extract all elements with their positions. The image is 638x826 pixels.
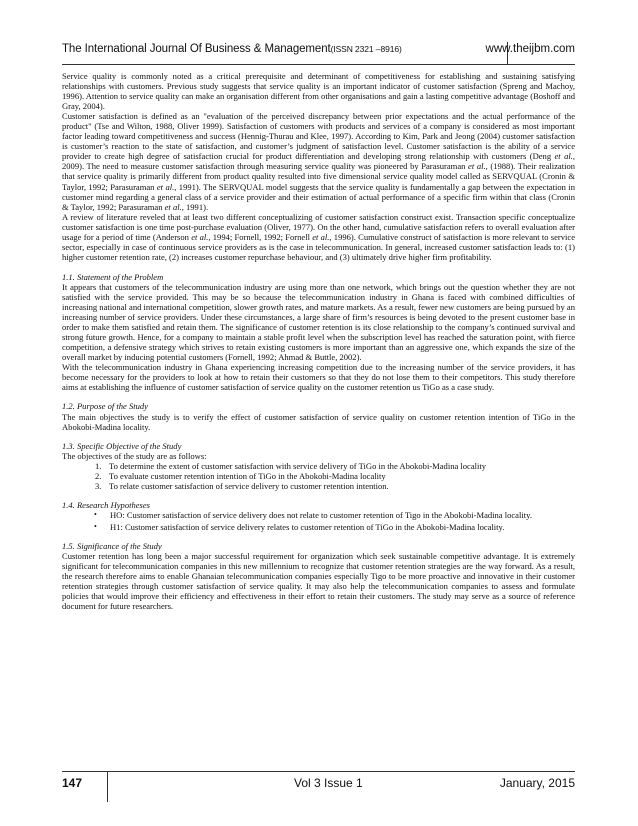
list-item: • H1: Customer satisfaction of service delivery relates to customer retention of TiGo in the Abokobi-Madina locality.: [94, 521, 505, 532]
issn: (ISSN 2321 –8916): [330, 44, 402, 54]
paragraph-service-quality: Service quality is commonly noted as a critical prerequisite and determinant of competitiveness for establishing and sustaining satisfying relationships with customers. Previous study suggests that service quality is an important indicator of customer satisfaction (Spreng and Machoy, 1996). Attention to service quality can make an organisation different from other organisations and gain a lasting competitive advantage (Boshoff and Gray, 2004).: [62, 71, 575, 112]
paragraph-problem: It appears that customers of the telecommunication industry are using more than one network, which brings out the question whether they are not satisfied with the service provided. This may be so because the telecommunication industry in Ghana is faced with combined difficulties of increasing national and international competition, slower growth rates, and mature markets. As a result, fewer new customers are being pursued by an increasing number of service providers. Under these circumstances, a large share of firm’s resources is being devoted to the present customer base in order to make them satisfied and retain them. The significance of customer retention is its close relationship to the company’s continued survival and strong future growth. Hence, for a company to maintain a stable profit level when the subscription level has reached the saturation point, with fierce competition, a defensive strategy which strives to retain existing customers is more important than an aggressive one, which expands the size of the overall market by inducing potential customers (Fornell, 1992; Ahmad & Buttle, 2002).: [62, 281, 575, 363]
objectives-list: [62, 461, 575, 491]
header-rule: [62, 64, 575, 65]
list-item: 3. To relate customer satisfaction of service delivery to customer retention intention.: [95, 480, 389, 491]
objectives-intro: The objectives of the study are as follows:: [62, 450, 207, 461]
list-item: 1. To determine the extent of customer satisfaction with service delivery of TiGo in the Abokobi-Madina locality: [95, 460, 487, 471]
paragraph-significance: Customer retention has long been a major successful requirement for organization which seek sustainable competitive advantage. It is extremely significant for telecommunication companies in this new millennium to recognize that customer retention strategies are the way forward. As a result, the research therefore aims to enable Ghanaian telecommunication companies especially Tigo to be more proactive and innovative in their customer retention strategies through customer satisfaction of service quality. It may also help the telecommunication companies to assess and formulate policies that would improve their efficiency and effectiveness in their effort to retain their customers. The study may serve as a source of reference document for future researchers.: [62, 551, 575, 612]
running-footer: [62, 772, 575, 802]
journal-title: The International Journal Of Business & Management(ISSN 2321 –8916): [62, 43, 402, 55]
paragraph-customer-satisfaction: Customer satisfaction is defined as an "evaluation of the perceived discrepancy between prior expectations and the actual performance of the product" (Tse and Wilton, 1988, Oliver 1999). Satisfaction of customers with products and services of a company is considered as most important factor leading toward competitiveness and success (Hennig-Thurau and Klee, 1997). According to Kim, Park and Jeong (2004) customer satisfaction is customer’s reaction to the state of satisfaction, and customer’s judgment of satisfaction level. Customer satisfaction is the ability of a service provider to create high degree of satisfaction crucial for product differentiation and developing strong relationship with customers (Deng et al., 2009). The need to measure customer satisfaction through measuring service quality was pioneered by Parasuraman et al., (1988). Their realization that service quality is primarily different from product quality resulted into five dimensional service quality model called as SERVQUAL (Cronin & Taylor, 1992; Parasuraman et al., 1991). The SERVQUAL model suggests that the service quality is fundamentally a gap between the expectation in customer mind regarding a general class of a service provider and their estimation of actual performance of a specific firm within that class (Cronin & Taylor, 1992; Parasuraman et al., 1991).: [62, 111, 576, 212]
section-heading-purpose: 1.2. Purpose of the Study: [62, 401, 148, 412]
hypotheses-list: [62, 510, 575, 532]
journal-url: www.theijbm.com: [485, 43, 575, 55]
page-number: 147: [62, 776, 83, 790]
list-item: • HO: Customer satisfaction of service delivery does not relate to customer retention of Tigo in the Abokobi-Madina locality.: [94, 509, 532, 520]
volume-issue: Vol 3 Issue 1: [294, 776, 363, 790]
running-header: [62, 42, 575, 64]
paragraph-problem-ghana: With the telecommunication industry in Ghana experiencing increasing competition due to the increasing number of the service providers, it has become necessary for the providers to look at how to retain their customers so that they do not lose them to their competitors. This study therefore aims at establishing the influence of customer satisfaction of service quality on the customer retention us TiGo as a case study.: [62, 362, 575, 393]
issue-date: January, 2015: [499, 776, 575, 790]
bullet-icon: •: [94, 509, 97, 519]
bullet-icon: •: [94, 521, 97, 531]
paragraph-literature-review: A review of literature reveled that at least two different conceptualizing of customer satisfaction construct exist. Transaction specific conceptualize customer satisfaction is one time post-purchase evaluation (Oliver, 1977). On the other hand, cumulative satisfaction refers to overall evaluation after usage for a period of time (Anderson et al., 1994; Fornell, 1992; Fornell et al., 1996). Cumulative construct of satisfaction is more relevant to service sector, especially in case of continuous service providers as is the case in telecommunication. In general, increased customer satisfaction leads to: (1) higher customer retention rate, (2) increases customer repurchase behaviour, and (3) ultimately drive higher firm profitability.: [62, 211, 575, 262]
paragraph-purpose: The main objectives the study is to verify the effect of customer satisfaction of service quality on customer retention intention of TiGo in the Abokobi-Madina locality.: [62, 411, 575, 432]
section-heading-significance: 1.5. Significance of the Study: [62, 540, 162, 551]
section-heading-problem: 1.1. Statement of the Problem: [62, 271, 164, 282]
footer-divider: [107, 772, 108, 802]
section-heading-objectives: 1.3. Specific Objective of the Study: [62, 440, 182, 451]
article-body: [62, 71, 575, 611]
section-heading-hypotheses: 1.4. Research Hypotheses: [62, 499, 150, 510]
list-item: 2. To evaluate customer retention intention of TiGo in the Abokobi-Madina locality: [95, 470, 386, 481]
